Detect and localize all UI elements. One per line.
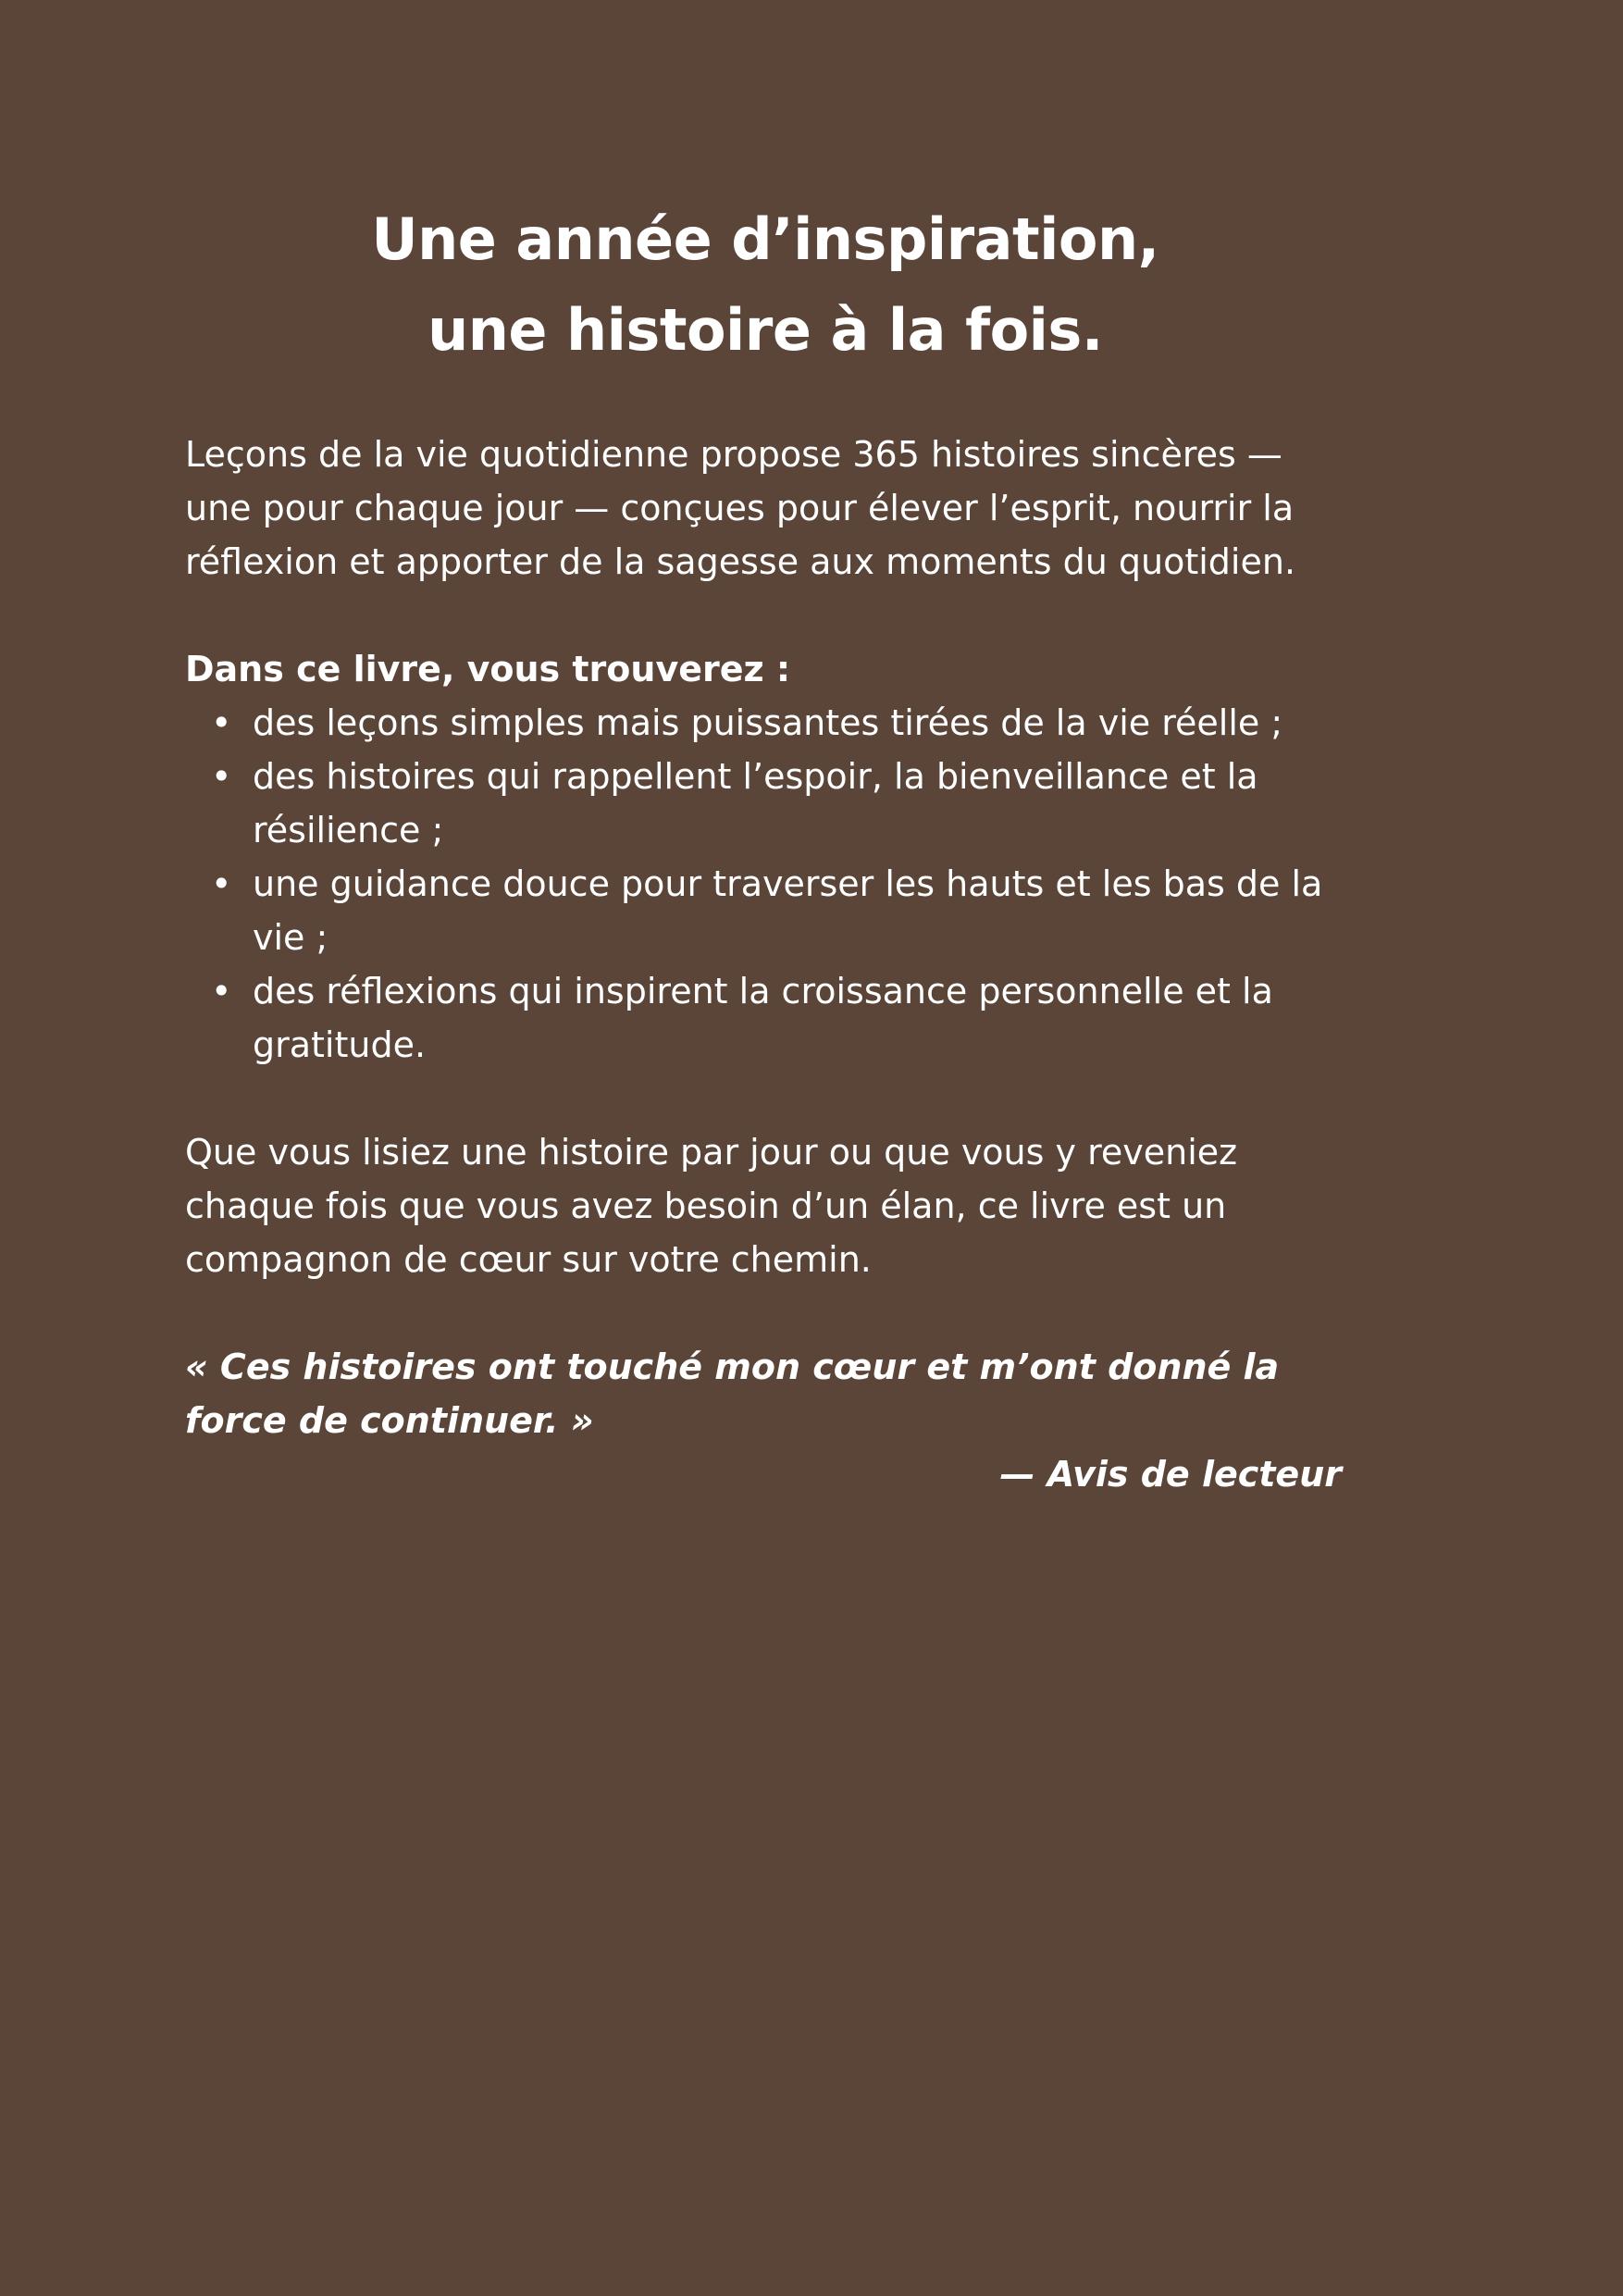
list-item-text: une guidance douce pour traverser les hauts et les bas de la vie ; — [253, 863, 1323, 958]
bullet-icon: • — [211, 756, 232, 797]
title-line-1: Une année d’inspiration, — [371, 205, 1159, 273]
title-line-2: une histoire à la fois. — [427, 296, 1103, 364]
closing-paragraph: Que vous lisiez une histoire par jour ou que vous y reveniez chaque fois que vous avez besoin d’un élan, ce livre est un compagnon de cœur sur votre chemin. — [185, 1132, 1238, 1280]
list-item — [185, 857, 1342, 964]
bullet-icon: • — [211, 971, 232, 1011]
list-item-text: des leçons simples mais puissantes tirées de la vie réelle ; — [253, 702, 1283, 743]
feature-list — [185, 696, 1342, 1072]
list-item — [185, 750, 1342, 857]
list-heading: Dans ce livre, vous trouverez : — [185, 649, 791, 689]
bullet-icon: • — [211, 863, 232, 904]
list-item — [185, 964, 1342, 1072]
page-title — [0, 194, 1530, 376]
intro-paragraph: Leçons de la vie quotidienne propose 365 histoires sincères — une pour chaque jour — conçues pour élever l’esprit, nourrir la réflexion et apporter de la sagesse aux moments du quotidien. — [185, 434, 1296, 582]
list-item-text: des réflexions qui inspirent la croissance personnelle et la gratitude. — [253, 971, 1273, 1065]
list-item-text: des histoires qui rappellent l’espoir, la bienveillance et la résilience ; — [253, 756, 1258, 850]
reader-quote: « Ces histoires ont touché mon cœur et m’ont donné la force de continuer. » — [185, 1347, 1280, 1441]
body-text — [185, 428, 1342, 1501]
quote-attribution: — Avis de lecteur — [999, 1454, 1342, 1495]
bullet-icon: • — [211, 702, 232, 743]
list-item — [185, 696, 1342, 750]
